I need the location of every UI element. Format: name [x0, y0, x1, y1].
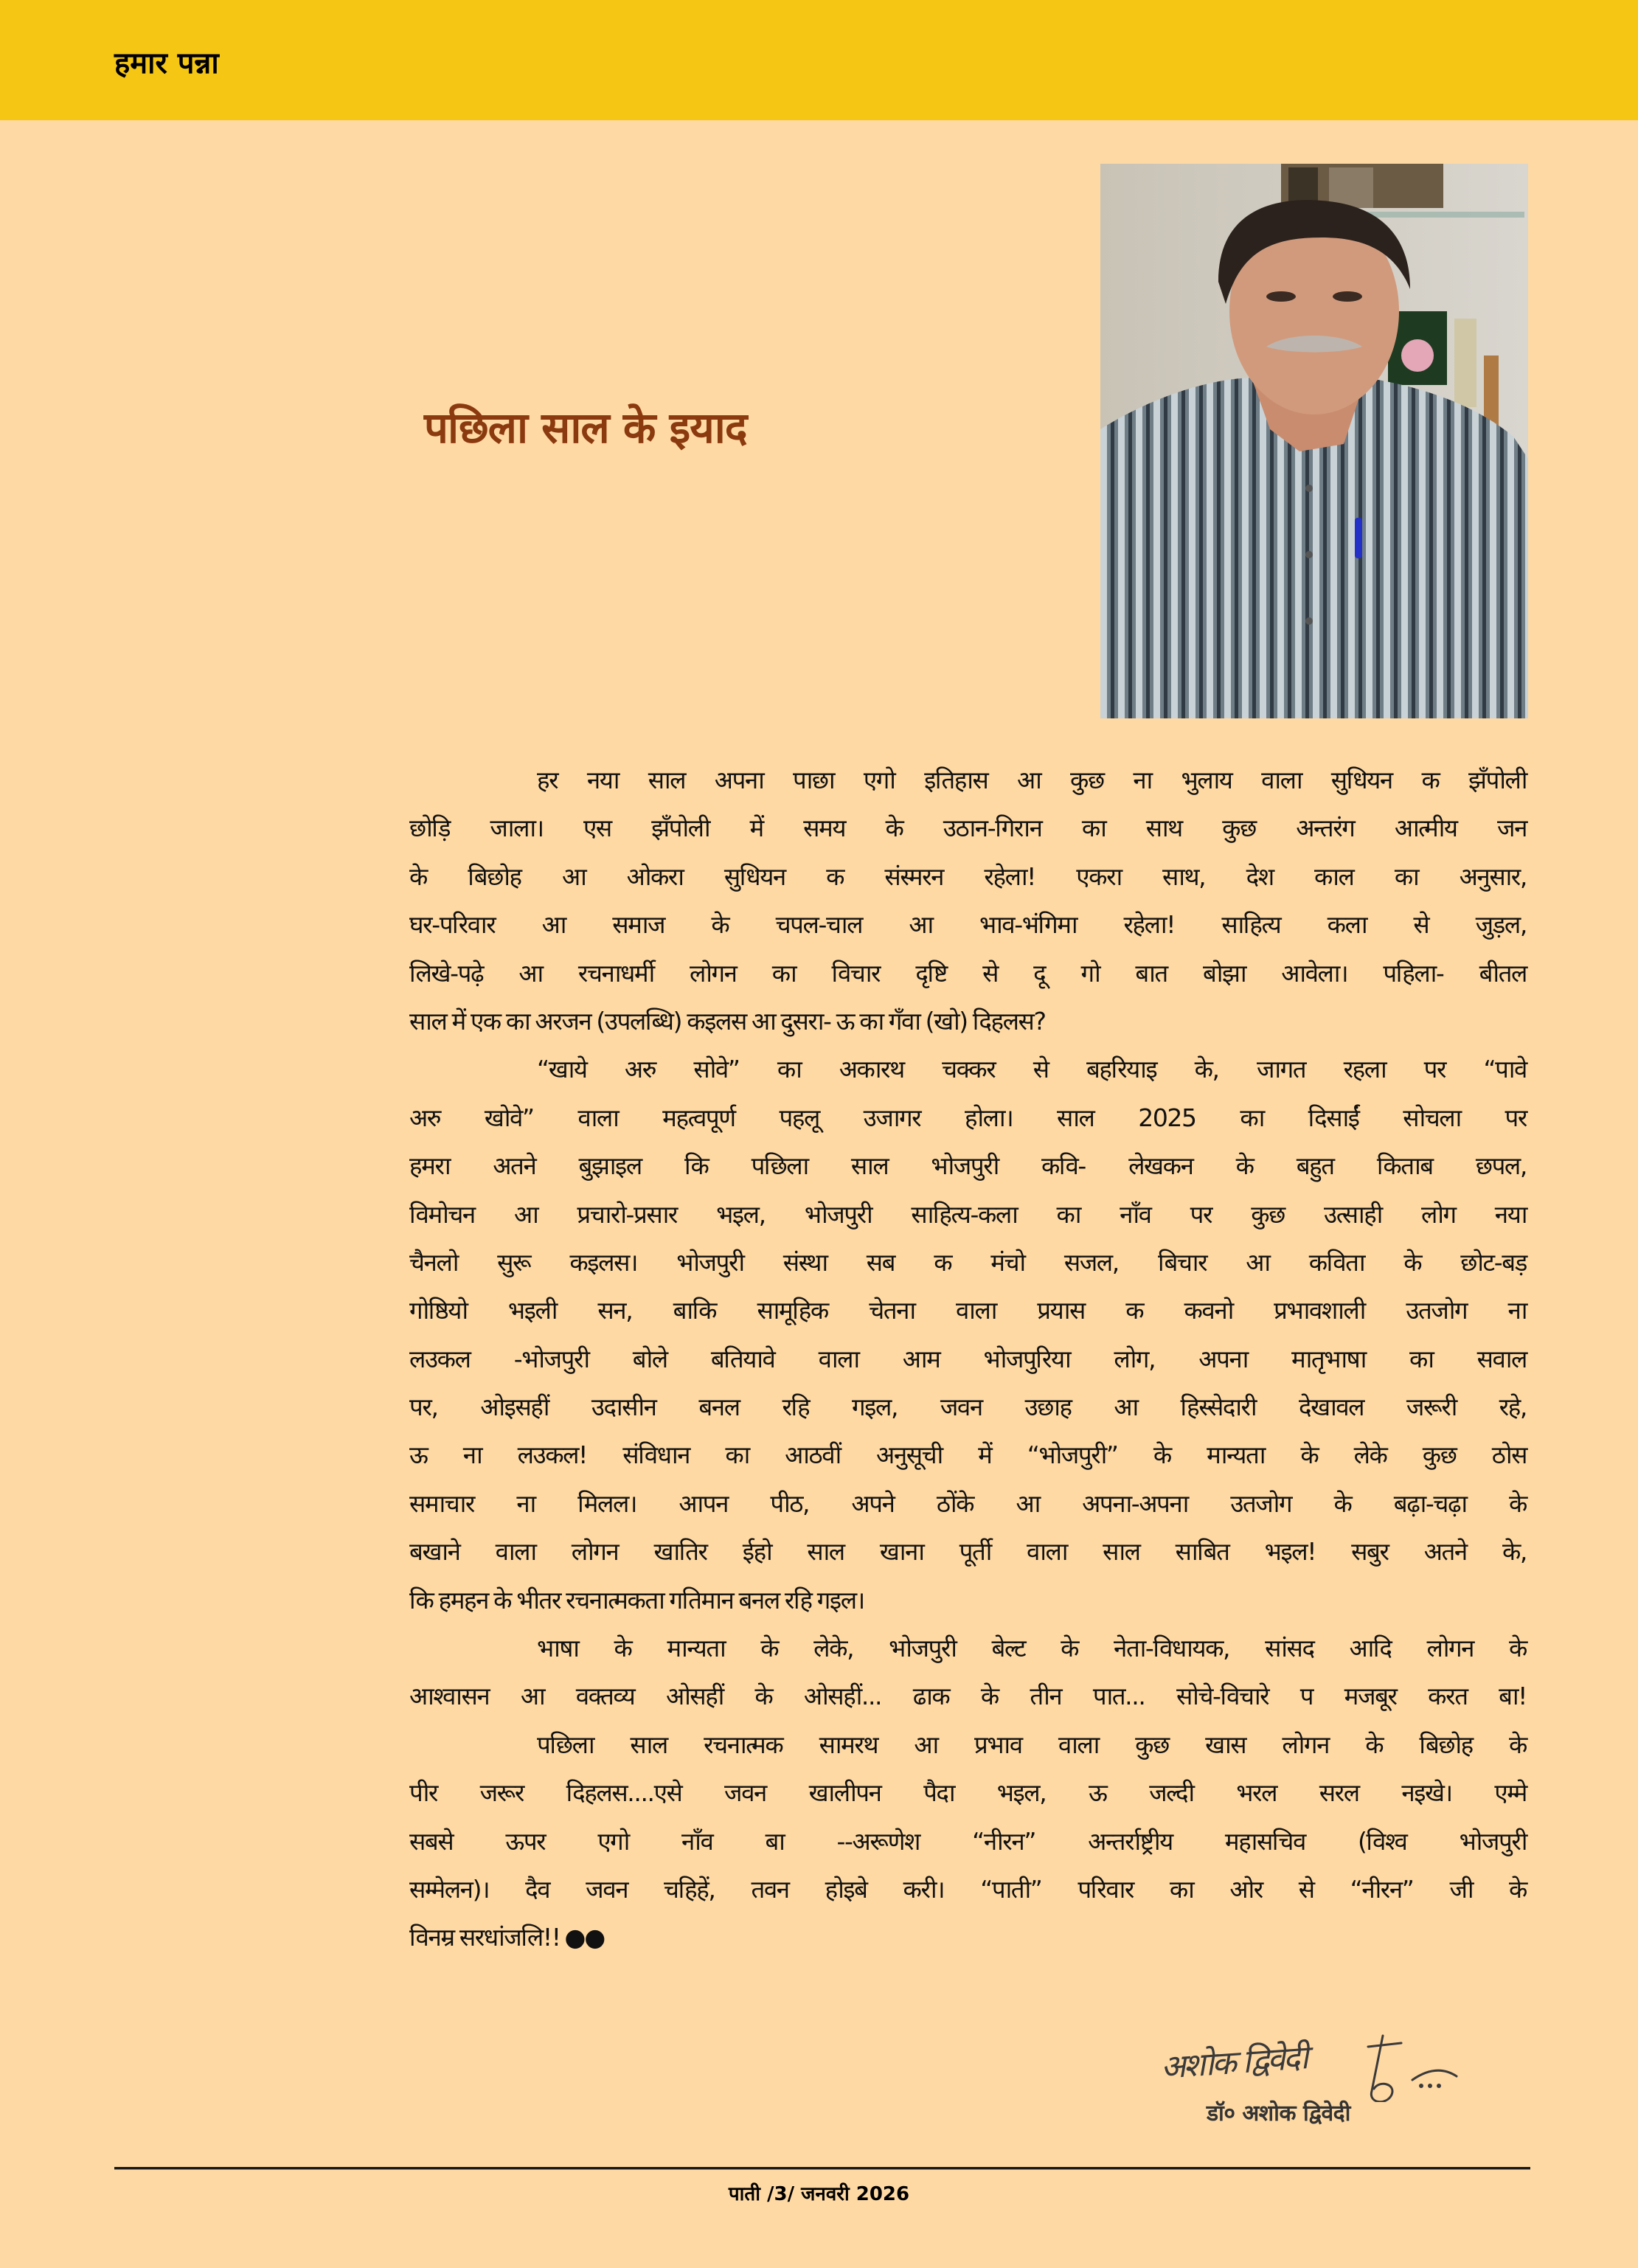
body-line: पर, ओइसहीं उदासीन बनल रहि गइल, जवन उछाह आ हिस्सेदारी देखावल जरूरी रहे,: [409, 1393, 1527, 1422]
body-line: गोष्ठियो भइली सन, बाकि सामूहिक चेतना वाला प्रयास क कवनो प्रभावशाली उतजोग ना: [409, 1296, 1527, 1325]
author-portrait-image: [1100, 164, 1528, 718]
article-body: [409, 760, 1527, 1966]
author-photo: [1100, 164, 1528, 718]
paragraph: [409, 760, 1527, 1049]
closing-line-text: विनम्र सरधांजलि!!: [409, 1923, 561, 1952]
body-line: लउकल -भोजपुरी बोले बतियावे वाला आम भोजपुरिया लोग, अपना मातृभाषा का सवाल: [409, 1344, 1527, 1373]
article-title: पछिला साल के इयाद: [424, 403, 747, 453]
body-line: ऊ ना लउकल! संविधान का आठवीं अनुसूची में “भोजपुरी” के मान्यता के लेके कुछ ठोस: [409, 1440, 1527, 1470]
body-line: समाचार ना मिलल। आपन पीठ, अपने ठोंके आ अपना-अपना उतजोग के बढ़ा-चढ़ा के: [409, 1488, 1527, 1518]
body-line: चैनलो सुरू कइलस। भोजपुरी संस्था सब क मंचो सजल, बिचार आ कविता के छोट-बड़: [409, 1247, 1527, 1277]
pen: [1355, 518, 1362, 558]
glass-shelf: [1362, 212, 1524, 218]
handwritten-signature-icon: [1147, 2021, 1530, 2102]
page-footer: पाती /3/ जनवरी 2026: [728, 2183, 910, 2205]
paragraph: [409, 1628, 1527, 1724]
author-name: डॉ० अशोक द्विवेदी: [1207, 2101, 1350, 2126]
body-line: घर-परिवार आ समाज के चपल-चाल आ भाव-भंगिमा रहेला! साहित्य कला से जुड़ल,: [409, 910, 1527, 940]
end-of-article-mark: ●●: [564, 1923, 605, 1952]
body-line: हर नया साल अपना पाछा एगो इतिहास आ कुछ ना भुलाय वाला सुधियन क झँपोली: [537, 766, 1527, 794]
body-line: विमोचन आ प्रचारो-प्रसार भइल, भोजपुरी साहित्य-कला का नाँव पर कुछ उत्साही लोग नया: [409, 1199, 1527, 1229]
body-line: बखाने वाला लोगन खातिर ईहो साल खाना पूर्ती वाला साल साबित भइल! सबुर अतने के,: [409, 1537, 1527, 1567]
paragraph: [409, 1724, 1527, 1966]
body-line-final: [409, 1917, 1527, 1965]
footer-divider: [114, 2167, 1530, 2170]
body-line: पछिला साल रचनात्मक सामरथ आ प्रभाव वाला कुछ खास लोगन के बिछोह के: [537, 1730, 1527, 1759]
body-line: हमरा अतने बुझाइल कि पछिला साल भोजपुरी कवि- लेखकन के बहुत किताब छपल,: [409, 1151, 1527, 1181]
body-line: पीर जरूर दिहलस....एसे जवन खालीपन पैदा भइल, ऊ जल्दी भरल सरल नइखे। एम्मे: [409, 1778, 1527, 1808]
body-line: कि हमहन के भीतर रचनात्मकता गतिमान बनल रहि गइल।: [409, 1585, 864, 1615]
body-line: लिखे-पढ़े आ रचनाधर्मी लोगन का विचार दृष्टि से दू गो बात बोझा आवेला। पहिला- बीतल: [409, 958, 1527, 988]
body-line: सम्मेलन)। दैव जवन चहिहें, तवन होइबे करी। “पाती” परिवार का ओर से “नीरन” जी के: [409, 1874, 1527, 1904]
body-line: साल में एक का अरजन (उपलब्धि) कइलस आ दुसरा- ऊ का गँवा (खो) दिहलस?: [409, 1006, 1046, 1036]
signature-scrawl-text: अशोक द्विवेदी: [1159, 2039, 1308, 2087]
body-line: अरु खोवे” वाला महत्वपूर्ण पहलू उजागर होला। साल 2025 का दिसाईं सोचला पर: [409, 1103, 1527, 1132]
body-line: भाषा के मान्यता के लेके, भोजपुरी बेल्ट के नेता-विधायक, सांसद आदि लोगन के: [537, 1634, 1527, 1663]
body-line: “खाये अरु सोवे” का अकारथ चक्कर से बहरियाइ के, जागत रहला पर “पावे: [537, 1055, 1527, 1084]
paragraph: [409, 1049, 1527, 1628]
body-line: आश्वासन आ वक्तव्य ओसहीं के ओसहीं... ढाक के तीन पात... सोचे-विचारे प मजबूर करत बा!: [409, 1682, 1527, 1711]
author-signature: [1147, 2021, 1530, 2102]
body-line: सबसे ऊपर एगो नाँव बा --अरूणेश “नीरन” अन्तर्राष्ट्रीय महासचिव (विश्व भोजपुरी: [409, 1826, 1527, 1856]
body-line: के बिछोह आ ओकरा सुधियन क संस्मरन रहेला! एकरा साथ, देश काल का अनुसार,: [409, 861, 1527, 891]
section-label: हमार पन्ना: [114, 46, 219, 80]
body-line: छोड़ि जाला। एस झँपोली में समय के उठान-गिरान का साथ कुछ अन्तरंग आत्मीय जन: [409, 814, 1527, 843]
section-header-band: [0, 0, 1638, 120]
